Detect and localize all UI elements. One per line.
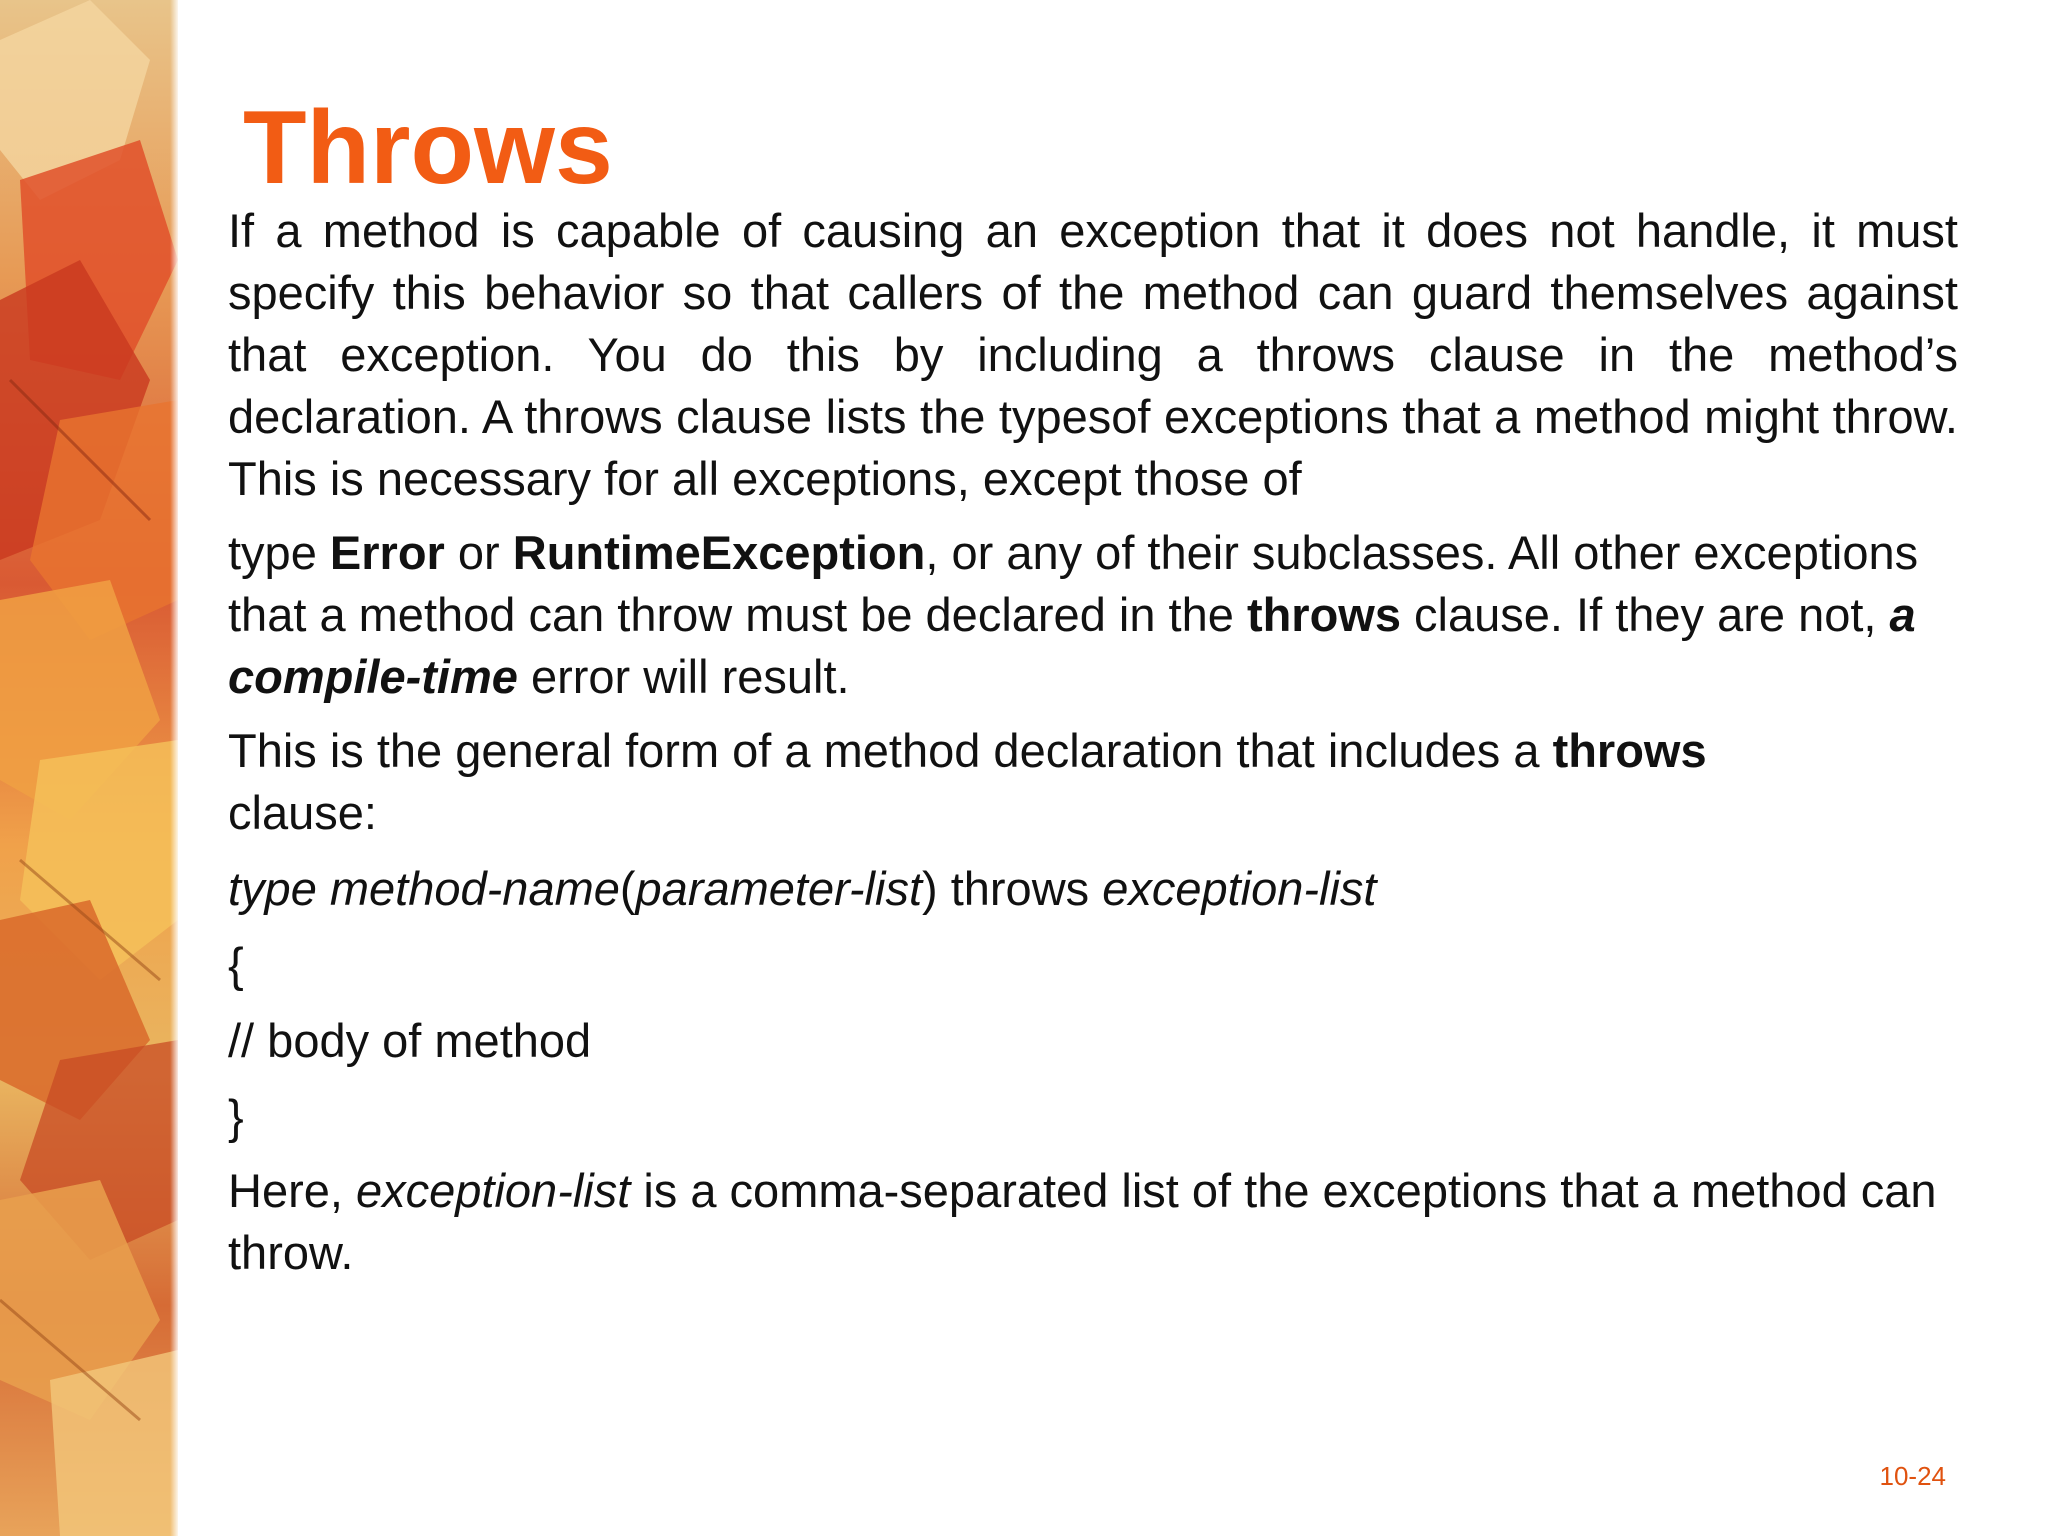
keyword-throws: throws <box>1552 724 1707 777</box>
method-signature-line <box>228 858 1958 920</box>
paragraph-exception-types <box>228 522 1958 708</box>
keyword-error: Error <box>329 526 445 579</box>
text-fragment: clause. If they are not, <box>1401 588 1890 641</box>
slide-body <box>228 200 1958 1284</box>
slide-title: Throws <box>243 90 613 206</box>
code-close-brace: } <box>228 1090 244 1143</box>
slide-page-number: 10-24 <box>1879 1461 1946 1491</box>
text-fragment: or <box>444 526 513 579</box>
text-fragment: , or any of their subclasses. All other exceptions that a method can throw must be declared in the <box>228 526 1919 641</box>
text-fragment: type <box>228 526 330 579</box>
text-fragment: clause: <box>228 786 377 839</box>
autumn-leaves-decoration <box>0 0 178 1536</box>
code-exception-list: exception-list <box>1102 862 1377 915</box>
paragraph-exception-list-explanation <box>228 1160 1958 1284</box>
code-open-brace: { <box>228 938 244 991</box>
emphasis-compile-time: a compile-time <box>228 588 1916 703</box>
term-exception-list: exception-list <box>356 1164 631 1217</box>
keyword-runtimeexception: RuntimeException <box>512 526 926 579</box>
code-body-comment: // body of method <box>228 1014 592 1067</box>
keyword-throws: throws <box>1246 588 1401 641</box>
code-fragment: ) throws <box>922 862 1103 915</box>
text-fragment: error will result. <box>517 650 850 703</box>
code-fragment: ( <box>619 862 636 915</box>
paragraph-general-form <box>228 720 1958 844</box>
text-fragment: Here, <box>228 1164 356 1217</box>
text-fragment: is a comma-separated list of the exceptions that a method can throw. <box>228 1164 1937 1279</box>
code-parameter-list: parameter-list <box>635 862 922 915</box>
text-fragment: This is the general form of a method declaration that includes a <box>228 724 1553 777</box>
paragraph-throws-intro: If a method is capable of causing an exception that it does not handle, it must specify this behavior so that callers of the method can guard themselves against that exception. You do this by including a throws clause in the method’s declaration. A throws clause lists the typesof exceptions that a method might throw. This is necessary for all exceptions, except those of <box>228 204 1958 505</box>
code-type-method-name: type method-name <box>228 862 620 915</box>
